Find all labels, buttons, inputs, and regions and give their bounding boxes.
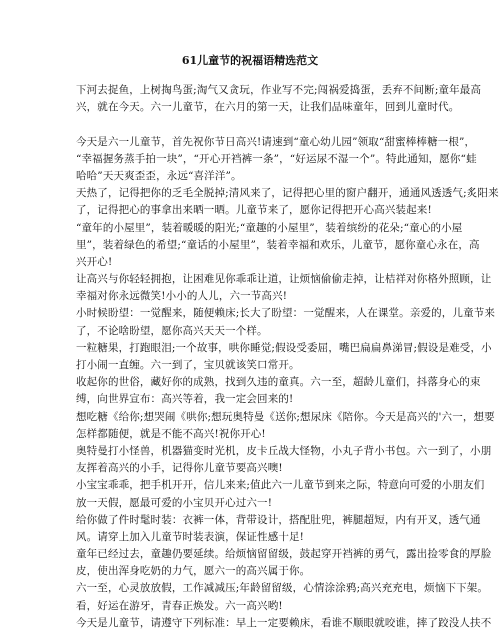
text-line: 里”，装着绿色的希望;“童话的小屋里”，装着幸福和欢乐，儿童节，愿你童心永在，高 — [76, 238, 480, 251]
text-line: 怎样都随便，就是不能不高兴!祝你开心! — [76, 427, 266, 440]
text-line: 了，不论啥盼望，愿你高兴天天一个样。 — [76, 324, 268, 337]
text-line: “童年的小屋里”，装着暖暖的阳光;“童趣的小屋里”，装着缤纷的花朵;“童心的小屋 — [76, 221, 463, 234]
text-line: 一粒糖果，打跑眼泪;一个故事，哄你睡觉;假设受委屈，嘴巴扁扁鼻涕冒;假设是难受，小 — [76, 341, 492, 354]
text-line: 小宝宝乖乖，把手机开开，信儿来来;值此六一儿童节到来之际，特意向可爱的小朋友们 — [76, 479, 485, 492]
text-line: 看，好运在游牙，青春正焕发。六一高兴哟! — [76, 599, 283, 612]
text-line: 了，记得把心的事拿出来晒一晒。儿童节来了，愿你记得把开心高兴装起来! — [76, 204, 432, 217]
text-line: 兴开心! — [76, 255, 113, 268]
text-line: 六一至，心灵放放假，工作减减压;年龄留留级，心情涂涂鸦;高兴充充电，烦恼下下架。 — [76, 582, 489, 595]
text-line: 收起你的世俗，藏好你的成熟，找到久违的童真。六一至，超龄儿童们，抖落身心的束 — [76, 376, 481, 389]
text-line: 幸福对你永远微笑!小小的人儿，六一节高兴! — [76, 290, 288, 303]
text-line: 缚，向世界宣布：高兴等着，我一定会回来的! — [76, 393, 294, 406]
document-body — [76, 82, 499, 632]
text-line: 下河去捉鱼，上树掏鸟蛋;淘气又贪玩，作业写不完;闯祸爱捣蛋，丢弃不间断;童年最高 — [76, 84, 482, 96]
text-line: 给你做了件时髦时装：衣裤一体，背带设计，搭配肚兜，裤腿超短，内有开叉，透气通 — [76, 513, 481, 526]
text-line: 天热了，记得把你的乏毛全脱掉;清风来了，记得把心里的窗户翻开，通通风透透气;炙阳来 — [76, 187, 499, 200]
text-line: 哈哈”天天爽歪歪，永远“喜洋洋”。 — [76, 169, 242, 182]
text-line: 让高兴与你轻轻拥抱，让困难见你乖乖让道，让烦恼偷偷走掉，让桔祥对你格外照顾，让 — [76, 273, 492, 286]
text-line: 放一天假，愿最可爱的小宝贝开心过六一! — [76, 496, 273, 509]
text-line: 今天是儿童节，请遵守下列标准：早上一定要赖床，看谁不顺眼就咬谁，摔了跤没人扶不 — [76, 616, 492, 629]
text-line: 想吃糖《给你;想哭闹《哄你;想玩奥特曼《送你;想尿床《陪你。今天是高兴的'六一，想要 — [76, 410, 495, 423]
text-line: 风。请穿上加入儿童节时装表演，保证性感十足! — [76, 530, 305, 543]
text-line: 打小闹一直缠。六一到了，宝贝就该笑口常开。 — [76, 359, 300, 371]
text-line: 童年已经过去，童趣仍要延续。给烦恼留留级，鼓起穿开裆裤的勇气，露出捡零食的厚脸 — [76, 548, 492, 561]
text-line: 今天是六一儿童节，首先祝你节日高兴!请速到“童心幼儿园”领取“甜蜜棒棒糖一根”， — [76, 135, 476, 148]
text-line: “幸福握务蒸手拍一块”，“开心开裆裤一条”，“好运尿不湿一个”。特此通知，愿你“蛙 — [76, 152, 477, 165]
document-title: 61儿童节的祝福语精选范文 — [181, 54, 319, 67]
text-line: 兴，就在今天。六一儿童节，在六月的第一天，让我们品味童年，回到儿童时代。 — [76, 101, 460, 114]
text-line: 小时候盼望：一觉醒来，随便赖床;长大了盼望：一觉醒来，人在课堂。亲爱的，儿童节来 — [76, 307, 496, 320]
text-line: 友挥着高兴的小手，记得你儿童节要高兴噢! — [76, 462, 283, 475]
text-line: 皮，使出浑身吃奶的力气，愿六一的高兴属于你。 — [76, 565, 311, 578]
paragraph-gap — [76, 116, 428, 133]
text-line: 奥特曼打小怪兽，机器猫变时光机，皮卡丘战大怪物，小丸子背小书包。六一到了，小朋 — [76, 444, 492, 457]
